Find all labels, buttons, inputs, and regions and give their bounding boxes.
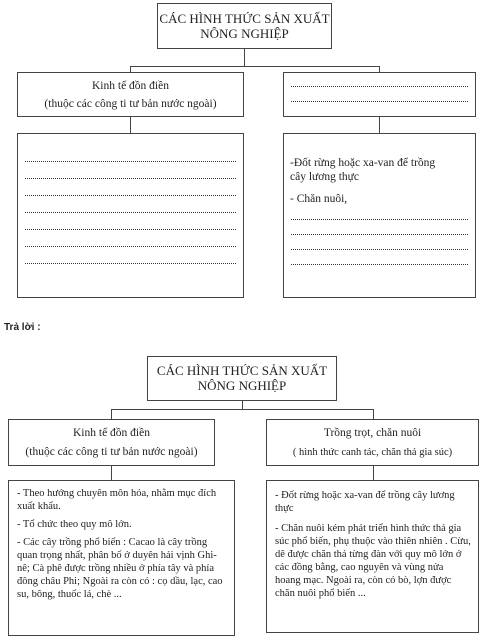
top-right-detail-line1: -Đốt rừng hoặc xa-van để trồng xyxy=(290,157,436,169)
top-right-detail-line2: cây lương thực xyxy=(290,171,359,183)
bottom-connector-horizontal xyxy=(111,409,373,410)
bottom-left-detail-item-1: - Theo hướng chuyên môn hóa, nhằm mục đích xuất khẩu. xyxy=(17,488,217,512)
answer-label: Trả lời : xyxy=(4,322,41,333)
bottom-left-detail-item-2: - Tổ chức theo quy mô lớn. xyxy=(17,519,132,530)
bottom-right-detail-item-1: - Đốt rừng hoặc xa-van để trồng cây lương thực xyxy=(275,490,455,514)
top-left-blank-2 xyxy=(25,178,236,179)
top-left-blank-4 xyxy=(25,212,236,213)
top-right-detail-box xyxy=(283,133,476,298)
top-connector-vertical xyxy=(244,49,245,66)
top-right-head-blank-1 xyxy=(291,86,468,87)
top-left-link xyxy=(130,117,131,133)
top-right-detail-line3: - Chăn nuôi, xyxy=(290,193,348,205)
bottom-title-line2: NÔNG NGHIỆP xyxy=(197,378,287,393)
top-right-blank-4 xyxy=(291,264,468,265)
top-left-detail-box xyxy=(17,133,244,298)
bottom-connector-left-drop xyxy=(111,409,112,419)
bottom-right-detail-item-2: - Chăn nuôi kém phát triển hình thức thả gia súc phổ biến, phụ thuộc vào thiên nhiên . Cừu, dê được chăn thả từng đàn với quy mô lớn ở các đồng bằng, cao nguyên và vùng nửa hoang mạc. Ngoài ra, còn có bò, lợn được chăn nuôi phổ biến ... xyxy=(275,523,471,599)
top-title-line2: NÔNG NGHIỆP xyxy=(200,26,289,41)
top-title-box xyxy=(157,3,332,49)
top-right-link xyxy=(379,117,380,133)
top-left-head-line2: (thuộc các công ti tư bản nước ngoài) xyxy=(44,98,217,110)
top-connector-horizontal xyxy=(130,66,379,67)
top-left-blank-6 xyxy=(25,246,236,247)
top-right-blank-1 xyxy=(291,219,468,220)
bottom-connector-vertical xyxy=(242,401,243,409)
bottom-left-detail-box xyxy=(8,480,235,636)
top-left-head-line1: Kinh tế đồn điền xyxy=(92,80,169,92)
bottom-right-head-line1: Trồng trọt, chăn nuôi xyxy=(323,427,422,439)
bottom-connector-right-drop xyxy=(373,409,374,419)
bottom-title-box xyxy=(147,356,337,401)
top-right-head-box xyxy=(283,72,476,117)
bottom-right-link xyxy=(373,466,374,480)
bottom-left-detail-item-3: - Các cây trồng phổ biến : Cacao là cây trồng quan trọng nhất, phân bố ở duyên hải vịnh Ghi-nê; Cà phê được trồng nhiều ở phía tây và phía đông châu Phi; Ngoài ra còn có : cọ dầu, lạc, cao su, bông, thuốc lá, chè ... xyxy=(17,537,223,600)
bottom-left-link xyxy=(111,466,112,480)
bottom-right-head-box xyxy=(266,419,479,466)
top-right-blank-2 xyxy=(291,234,468,235)
top-left-blank-1 xyxy=(25,161,236,162)
bottom-right-head-line2: ( hình thức canh tác, chăn thả gia súc) xyxy=(292,447,453,458)
bottom-left-head-box xyxy=(8,419,215,466)
top-title-line1: CÁC HÌNH THỨC SẢN XUẤT xyxy=(159,11,330,26)
top-right-head-blank-2 xyxy=(291,101,468,102)
top-right-blank-3 xyxy=(291,249,468,250)
top-left-blank-5 xyxy=(25,229,236,230)
bottom-left-head-line2: (thuộc các công ti tư bản nước ngoài) xyxy=(25,446,198,458)
top-left-blank-7 xyxy=(25,263,236,264)
bottom-right-detail-box xyxy=(266,480,479,633)
top-left-head-box xyxy=(17,72,244,117)
bottom-title-line1: CÁC HÌNH THỨC SẢN XUẤT xyxy=(156,363,328,378)
bottom-left-head-line1: Kinh tế đồn điền xyxy=(73,427,150,439)
top-left-blank-3 xyxy=(25,195,236,196)
